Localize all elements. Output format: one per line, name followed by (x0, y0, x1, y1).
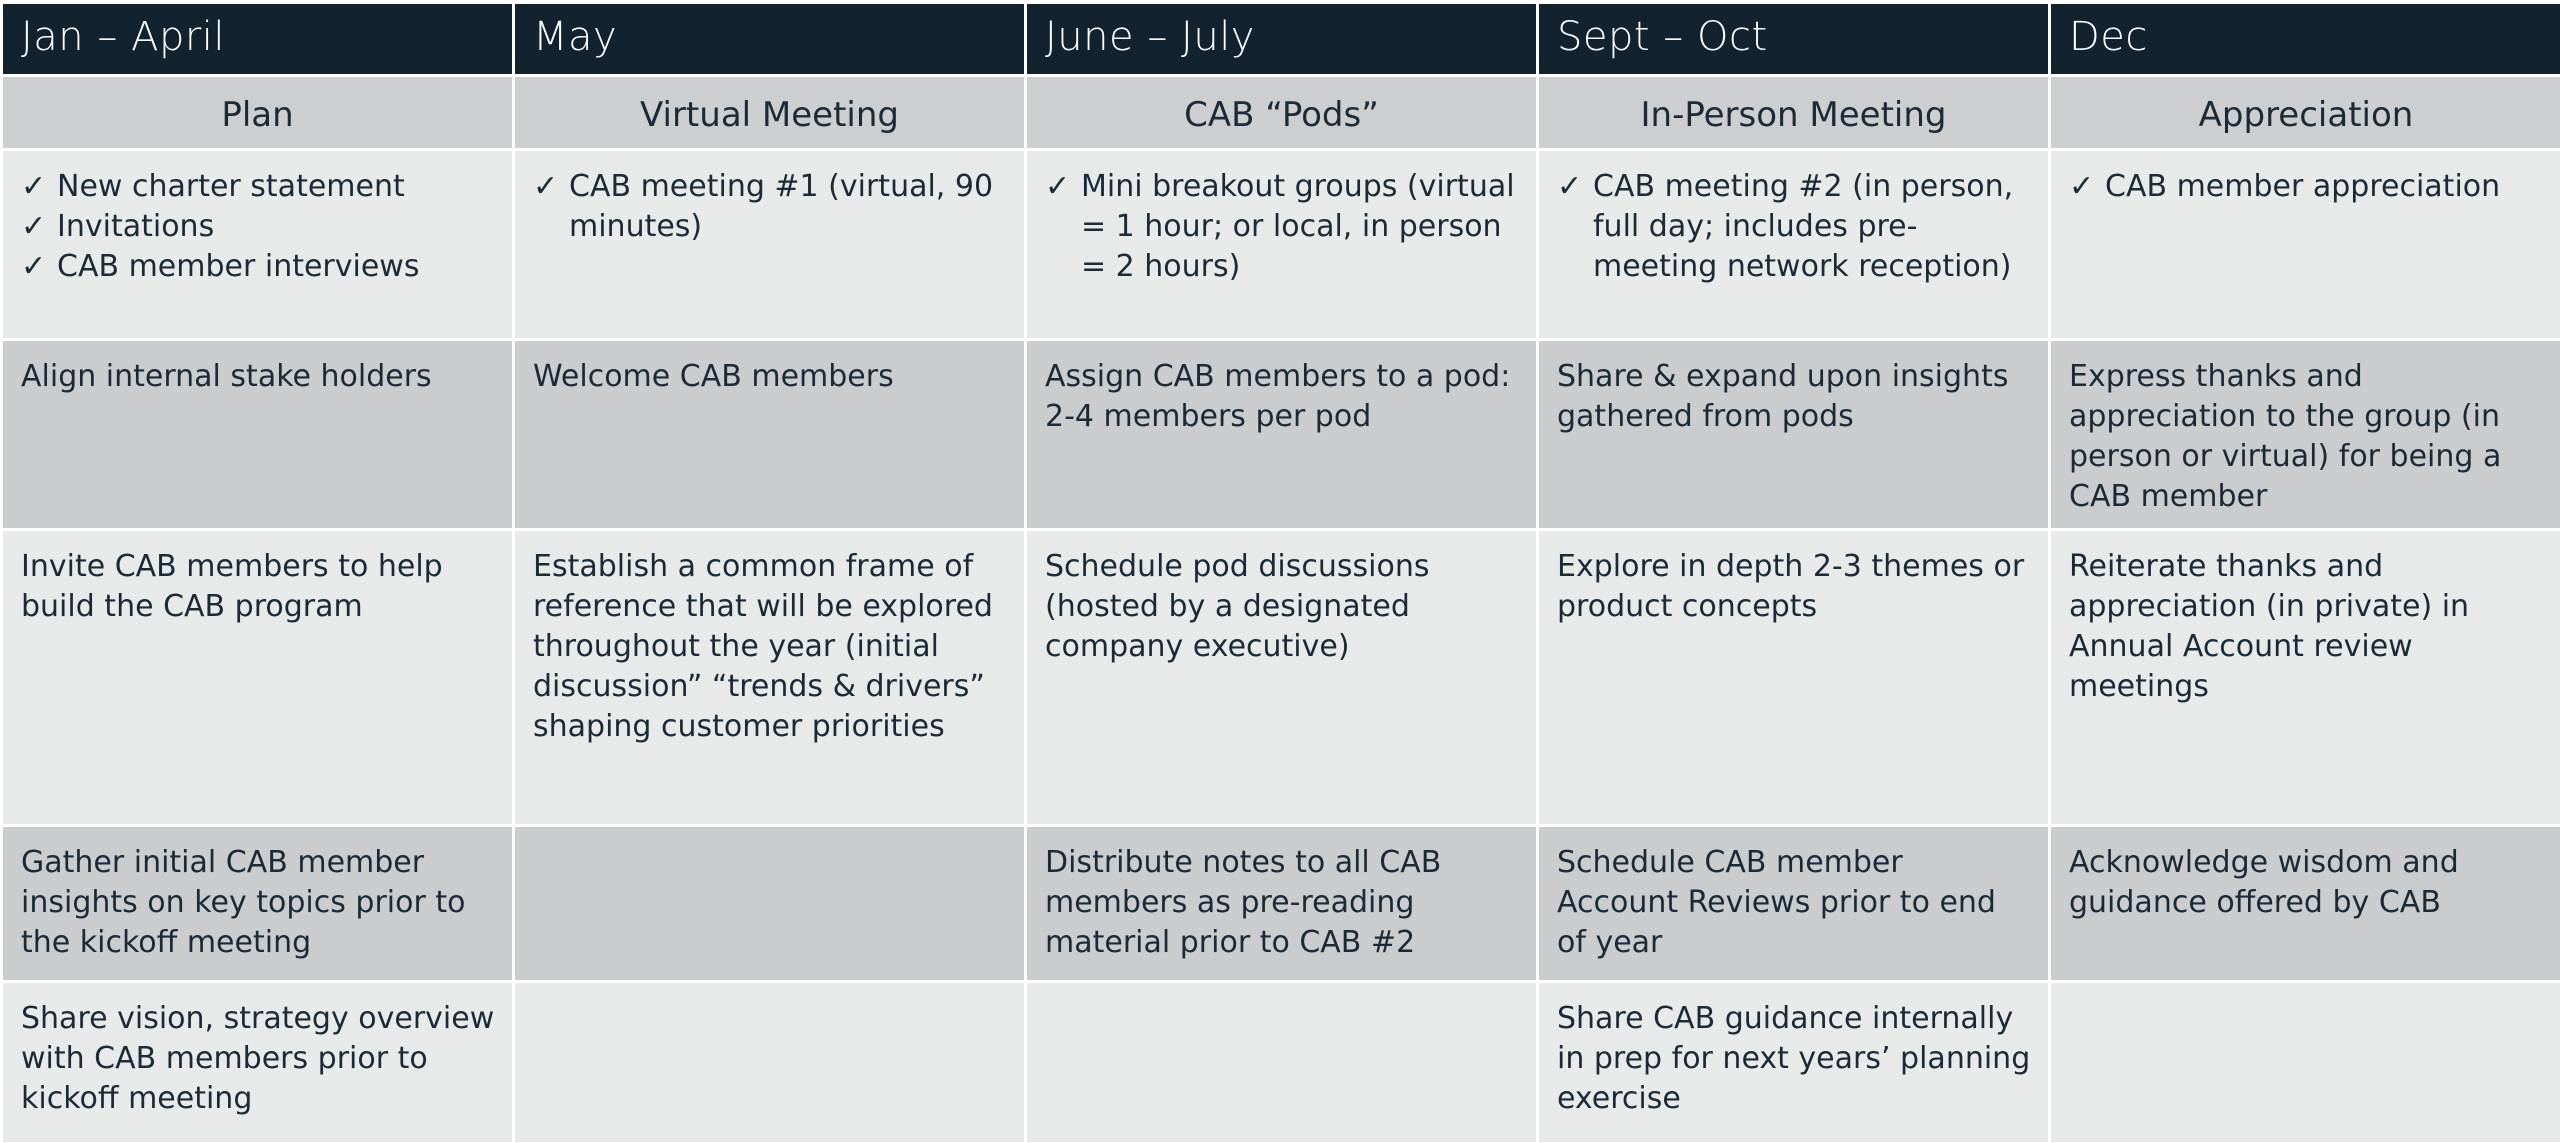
checklist-item: ✓ Mini breakout groups (virtual = 1 hour; or local, in person = 2 hours) (1045, 169, 1515, 284)
checkmark-icon: ✓ (21, 169, 47, 204)
table-cell: Assign CAB members to a pod: 2-4 members per pod (1027, 341, 1536, 528)
checkmark-icon: ✓ (533, 169, 559, 204)
phase-virtual-meeting: Virtual Meeting (515, 77, 1024, 148)
table-cell: Reiterate thanks and appreciation (in private) in Annual Account review meetings (2051, 531, 2560, 824)
checklist-item: ✓ CAB meeting #2 (in person, full day; includes pre-meeting network reception) (1557, 169, 2014, 284)
table-cell: Invite CAB members to help build the CAB program (3, 531, 512, 824)
checkmark-icon: ✓ (21, 209, 47, 244)
period-header-sept-oct: Sept – Oct (1539, 4, 2048, 74)
checkmark-icon: ✓ (21, 249, 47, 284)
table-cell: Gather initial CAB member insights on key topics prior to the kickoff meeting (3, 827, 512, 980)
table-cell (2051, 983, 2560, 1142)
phase-plan: Plan (3, 77, 512, 148)
table-cell: Share CAB guidance internally in prep for next years’ planning exercise (1539, 983, 2048, 1142)
table-cell: Share & expand upon insights gathered from pods (1539, 341, 2048, 528)
checklist-item: ✓ CAB meeting #1 (virtual, 90 minutes) (533, 169, 994, 244)
period-header-jan-april: Jan – April (3, 4, 512, 74)
table-cell: Schedule CAB member Account Reviews prior to end of year (1539, 827, 2048, 980)
period-header-june-july: June – July (1027, 4, 1536, 74)
checklist-cell (3, 151, 512, 338)
table-cell (1027, 983, 1536, 1142)
checklist-cell (515, 151, 1024, 338)
period-header-dec: Dec (2051, 4, 2560, 74)
checkmark-icon: ✓ (1045, 169, 1071, 204)
table-cell: Align internal stake holders (3, 341, 512, 528)
table-cell: Distribute notes to all CAB members as pre-reading material prior to CAB #2 (1027, 827, 1536, 980)
phase-appreciation: Appreciation (2051, 77, 2560, 148)
table-cell: Explore in depth 2-3 themes or product concepts (1539, 531, 2048, 824)
checklist-item: ✓ CAB member appreciation (2069, 167, 2545, 207)
checklist-cell (1539, 151, 2048, 338)
table-cell: Express thanks and appreciation to the group (in person or virtual) for being a CAB member (2051, 341, 2560, 528)
cab-timeline-table (3, 4, 2557, 1140)
table-cell: Establish a common frame of reference that will be explored throughout the year (initial discussion” “trends & drivers” shaping customer priorities (515, 531, 1024, 824)
checklist-cell (2051, 151, 2560, 338)
period-header-may: May (515, 4, 1024, 74)
table-cell: Share vision, strategy overview with CAB members prior to kickoff meeting (3, 983, 512, 1142)
checklist-item: ✓ CAB member interviews (21, 247, 496, 287)
checklist-item: ✓ Invitations (21, 207, 496, 247)
table-cell: Schedule pod discussions (hosted by a designated company executive) (1027, 531, 1536, 824)
table-cell: Welcome CAB members (515, 341, 1024, 528)
phase-in-person-meeting: In-Person Meeting (1539, 77, 2048, 148)
table-cell (515, 827, 1024, 980)
table-cell: Acknowledge wisdom and guidance offered by CAB (2051, 827, 2560, 980)
checklist-item: ✓ New charter statement (21, 167, 496, 207)
checkmark-icon: ✓ (2069, 169, 2095, 204)
checkmark-icon: ✓ (1557, 169, 1583, 204)
checklist-cell (1027, 151, 1536, 338)
table-cell (515, 983, 1024, 1142)
phase-cab-pods: CAB “Pods” (1027, 77, 1536, 148)
